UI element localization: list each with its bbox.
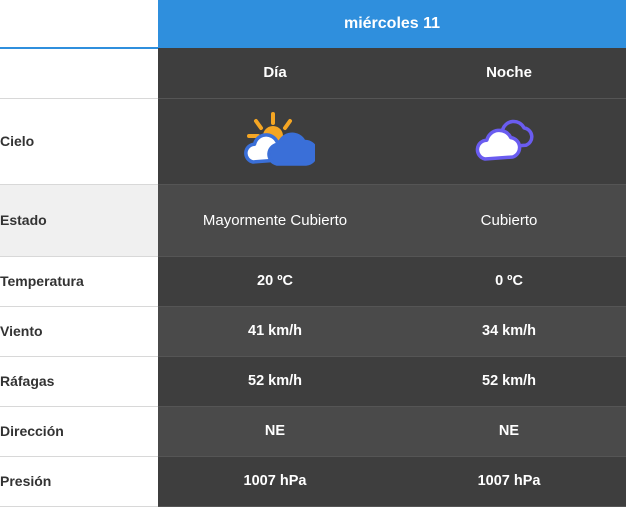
- table-row: [0, 356, 626, 406]
- direction-night-value: NE: [392, 406, 626, 456]
- sun-behind-cloud-icon: [158, 112, 392, 170]
- table-row: [0, 406, 626, 456]
- direction-day-value: NE: [158, 406, 392, 456]
- table-row: [0, 98, 626, 184]
- sky-night-cell: [392, 98, 626, 184]
- gusts-night-value: 52 km/h: [392, 356, 626, 406]
- wind-night-value: 34 km/h: [392, 306, 626, 356]
- table-header-row: [0, 0, 626, 48]
- row-label-pressure: Presión: [0, 456, 158, 506]
- row-label-wind: Viento: [0, 306, 158, 356]
- column-header-night: Noche: [392, 48, 626, 98]
- temperature-day-value: 20 ºC: [158, 256, 392, 306]
- forecast-day-title: miércoles 11: [158, 0, 626, 48]
- row-label-temperature: Temperatura: [0, 256, 158, 306]
- table-row: [0, 256, 626, 306]
- column-header-day: Día: [158, 48, 392, 98]
- row-label-gusts: Ráfagas: [0, 356, 158, 406]
- temperature-night-value: 0 ºC: [392, 256, 626, 306]
- table-row: [0, 184, 626, 256]
- state-night-value: Cubierto: [392, 184, 626, 256]
- table-row: [0, 306, 626, 356]
- table-row: [0, 456, 626, 506]
- row-label-direction: Dirección: [0, 406, 158, 456]
- pressure-night-value: 1007 hPa: [392, 456, 626, 506]
- clouds-icon: [392, 117, 626, 165]
- gusts-day-value: 52 km/h: [158, 356, 392, 406]
- row-label-state: Estado: [0, 184, 158, 256]
- state-day-value: Mayormente Cubierto: [158, 184, 392, 256]
- wind-day-value: 41 km/h: [158, 306, 392, 356]
- pressure-day-value: 1007 hPa: [158, 456, 392, 506]
- subheader-corner-cell: [0, 48, 158, 98]
- header-corner-cell: [0, 0, 158, 48]
- table-subheader-row: [0, 48, 626, 98]
- row-label-sky: Cielo: [0, 98, 158, 184]
- sky-day-cell: [158, 98, 392, 184]
